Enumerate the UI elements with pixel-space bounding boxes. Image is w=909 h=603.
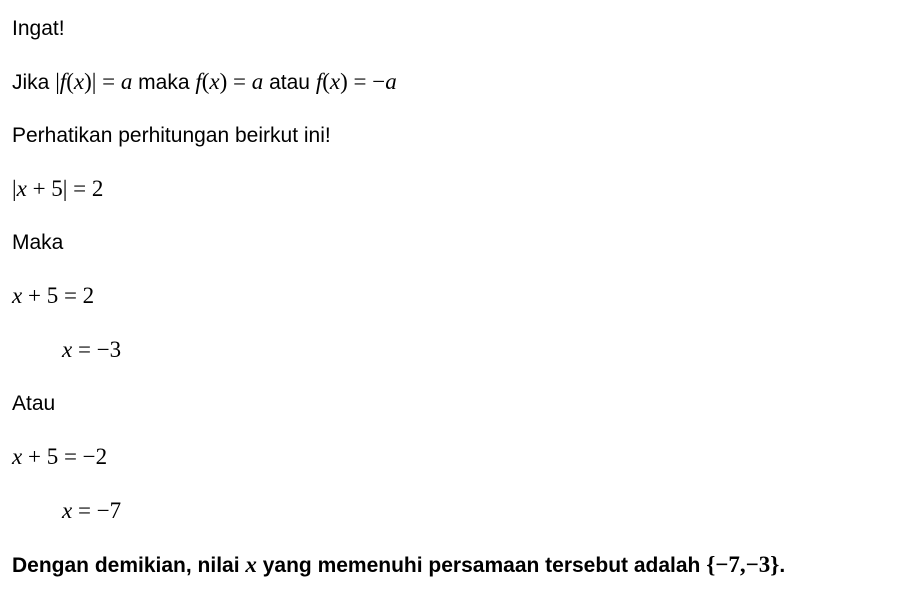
math-variable: x (16, 176, 27, 201)
math-variable: f (315, 69, 323, 94)
math-variable: x (73, 69, 85, 94)
math-token: ( (322, 69, 330, 94)
math-token: + 5| = 2 (26, 176, 104, 201)
line-abs-equation (12, 162, 899, 216)
line-perhatikan (12, 109, 899, 162)
math-token: | (12, 176, 17, 201)
math-token: = −7 (72, 498, 122, 523)
math-variable: x (62, 498, 73, 523)
line-case1-equation (12, 269, 899, 323)
line-conclusion (12, 538, 899, 592)
line-case1-solution (12, 323, 899, 377)
math-token: | (55, 69, 60, 94)
math-variable: a (385, 69, 397, 94)
math-variable: a (120, 69, 133, 94)
line-maka (12, 216, 899, 269)
text-run: maka (132, 71, 196, 94)
text-run: yang memenuhi persamaan tersebut adalah (256, 554, 707, 577)
line-ingat (12, 2, 899, 55)
math-variable: f (195, 69, 202, 94)
text-run: . (779, 554, 786, 577)
line-atau (12, 377, 899, 430)
math-variable: x (12, 283, 23, 308)
math-variable: a (251, 69, 264, 94)
text-run: Atau (12, 392, 56, 415)
math-token: ) = − (340, 69, 386, 94)
text-run: Ingat! (12, 17, 65, 40)
math-variable: x (329, 69, 341, 94)
text-run: Maka (12, 231, 64, 254)
math-variable: x (12, 444, 23, 469)
math-variable: x (62, 337, 73, 362)
math-token: + 5 = −2 (22, 444, 108, 469)
math-token: )| = (84, 69, 121, 94)
math-variable: x (209, 69, 220, 94)
math-token: ( (201, 69, 210, 94)
line-case2-equation (12, 430, 899, 484)
text-run: Jika (12, 71, 56, 94)
math-token: ( (66, 69, 74, 94)
math-variable: x (245, 552, 257, 577)
text-run: Dengan demikian, nilai (12, 554, 246, 577)
math-token: + 5 = 2 (22, 283, 95, 308)
line-case2-solution (12, 484, 899, 538)
math-token: ) = (219, 69, 252, 94)
text-run: Perhatikan perhitungan beirkut ini! (12, 124, 331, 147)
text-run: atau (263, 71, 316, 94)
line-abs-value-rule (12, 55, 899, 109)
math-token: = −3 (72, 337, 122, 362)
math-token: {−7,−3} (706, 552, 780, 577)
math-variable: f (59, 69, 67, 94)
